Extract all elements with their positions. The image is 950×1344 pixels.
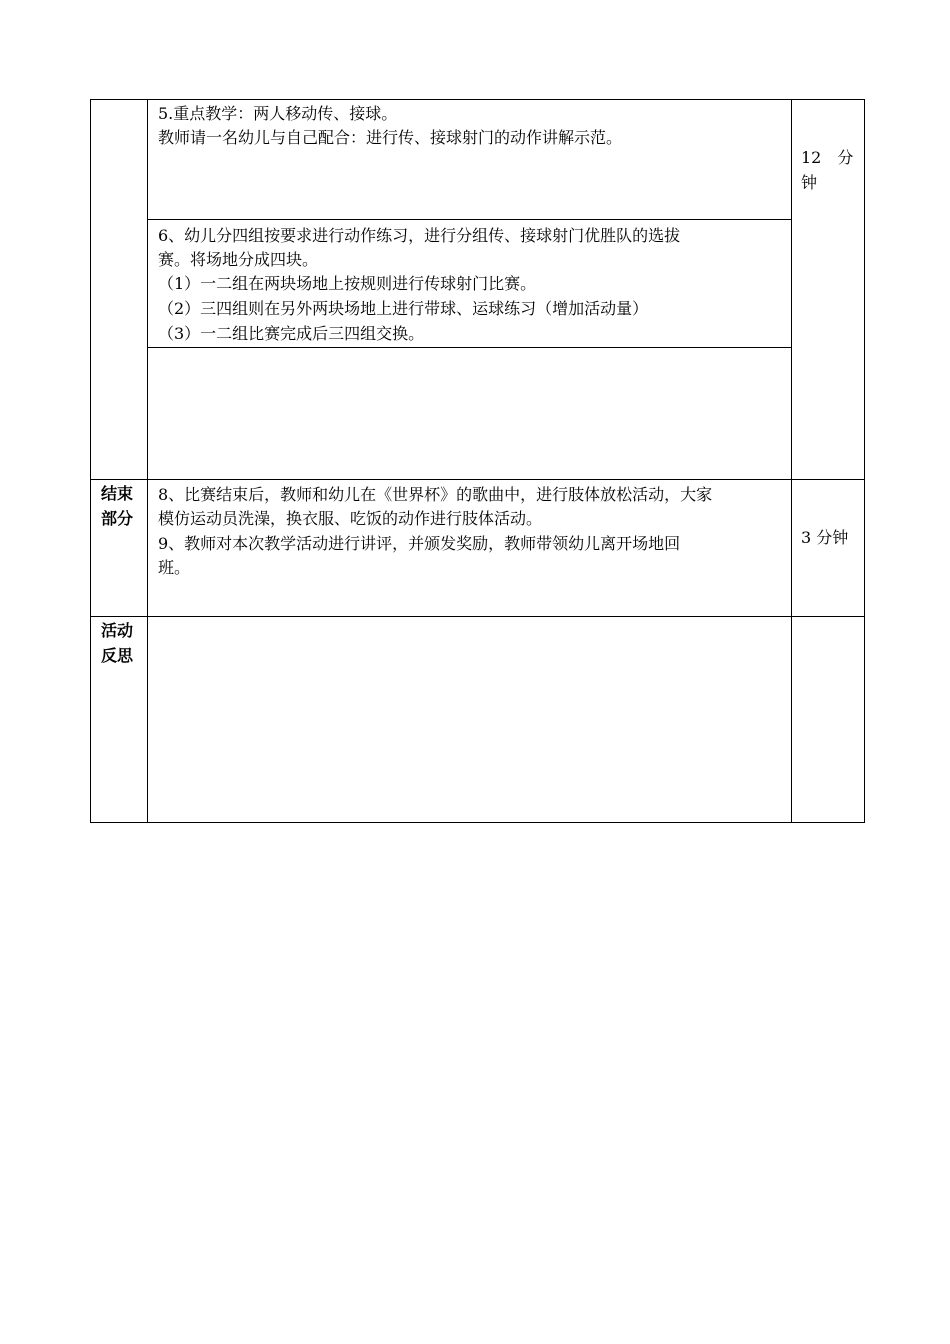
item5-description: 教师请一名幼儿与自己配合：进行传、接球射门的动作讲解示范。 (158, 128, 623, 147)
item5-title: 5.重点教学：两人移动传、接球。 (158, 104, 398, 123)
reflection-label-line-1: 活动 (101, 621, 134, 640)
item6-line-2: 赛。将场地分成四块。 (158, 250, 319, 269)
middle-time-line-2: 钟 (801, 173, 818, 192)
ending-line-3: 9、教师对本次教学活动进行讲评，并颁发奖励，教师带领幼儿离开场地回 (158, 534, 681, 553)
item6-line-5: （3）一二组比赛完成后三四组交换。 (158, 324, 425, 343)
ending-line-2: 模仿运动员洗澡，换衣服、吃饭的动作进行肢体活动。 (158, 509, 543, 528)
item6-line-4: （2）三四组则在另外两块场地上进行带球、运球练习（增加活动量） (158, 299, 649, 318)
row-divider-item5-item6 (147, 219, 792, 220)
row-divider-item6-empty (147, 347, 792, 348)
reflection-label-line-2: 反思 (101, 646, 134, 665)
time-column-divider (791, 99, 792, 823)
table-right-border (864, 99, 865, 823)
ending-line-4: 班。 (158, 558, 191, 577)
item6-line-1: 6、幼儿分四组按要求进行动作练习，进行分组传、接球射门优胜队的选拔 (158, 226, 681, 245)
item6-line-3: （1）一二组在两块场地上按规则进行传球射门比赛。 (158, 274, 537, 293)
row-divider-ending (90, 479, 865, 480)
table-top-border (90, 99, 865, 100)
ending-line-1: 8、比赛结束后，教师和幼儿在《世界杯》的歌曲中，进行肢体放松活动，大家 (158, 485, 713, 504)
table-left-border (90, 99, 91, 823)
ending-label-line-1: 结束 (101, 484, 134, 503)
label-column-divider (147, 99, 148, 823)
row-divider-reflection (90, 616, 865, 617)
ending-label-line-2: 部分 (101, 509, 134, 528)
ending-time: 3 分钟 (801, 528, 849, 547)
table-bottom-border (90, 822, 865, 823)
middle-time-line-1: 12 分 (801, 148, 854, 167)
